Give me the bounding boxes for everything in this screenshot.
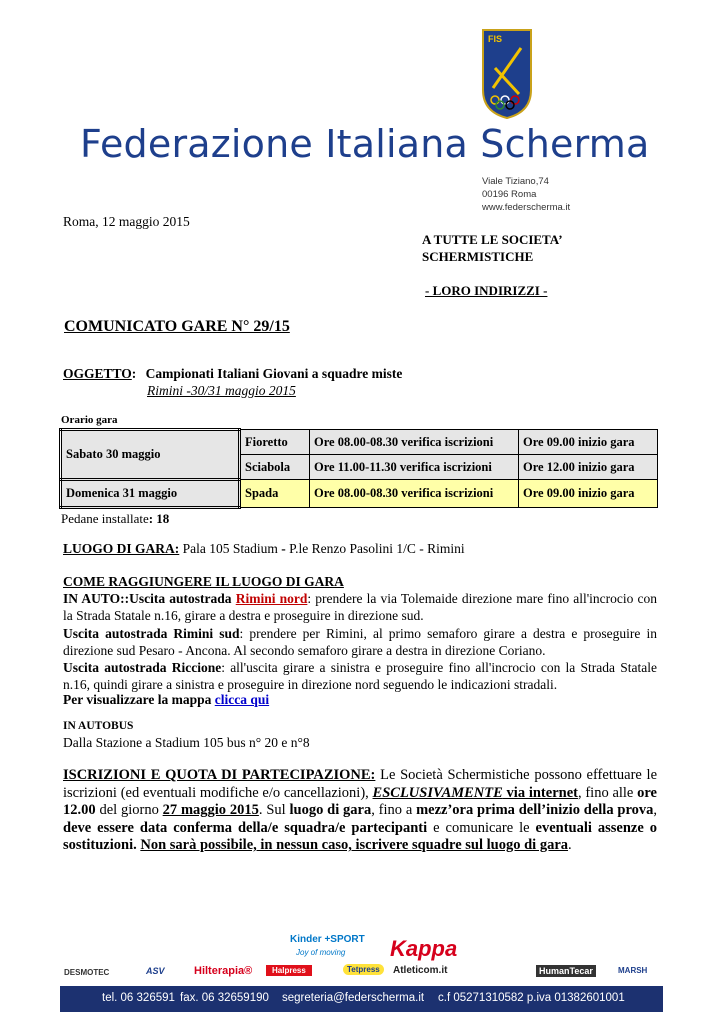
registration-text: , [653, 802, 657, 818]
car-text: : prendere la via Tolemaide direzione mare fino all'incrocio con la Strada Statale n.16, girare a destra e proseguire in direzione sud. [63, 591, 658, 623]
recipient-line-3: - LORO INDIRIZZI - [425, 283, 548, 298]
schedule-weapon: Spada [240, 480, 310, 508]
schedule-start: Ore 09.00 inizio gara [519, 430, 658, 455]
recipient-line-2: SCHERMISTICHE [422, 249, 534, 264]
date-line: Roma, 12 maggio 2015 [63, 214, 190, 229]
venue-dash: - [281, 541, 290, 556]
bus-text: Dalla Stazione a Stadium 105 bus n° 20 e n°8 [63, 735, 310, 750]
car-exit-name: Rimini nord [235, 591, 308, 606]
schedule-check: Ore 08.00-08.30 verifica iscrizioni [310, 430, 519, 455]
pedane-label: Pedane installate [61, 511, 149, 526]
sponsor-tetpress: Tetpress [343, 964, 384, 975]
registration-heading: ISCRIZIONI E QUOTA DI PARTECIPAZIONE: [63, 767, 376, 783]
recipient-line-1: A TUTTE LE SOCIETA’ [422, 232, 563, 247]
schedule-start: Ore 09.00 inizio gara [519, 480, 658, 508]
venue-address: P.le Renzo Pasolini 1/C - Rimini [289, 541, 465, 556]
schedule-caption: Orario gara [61, 414, 118, 426]
schedule-day: Domenica 31 maggio [61, 480, 240, 508]
sponsor-asv: ASV [146, 966, 165, 976]
registration-text: e comunicare le [427, 819, 536, 836]
address-website[interactable]: www.federscherma.it [482, 202, 571, 213]
subject-line [63, 366, 402, 382]
sponsors-strip [60, 928, 660, 990]
sponsor-desmotec: DESMOTEC [64, 968, 110, 977]
registration-text: . Sul [258, 802, 290, 818]
registration-text: del giorno [95, 802, 163, 818]
registration-via-internet: via internet [502, 784, 578, 801]
footer-bar [60, 986, 663, 1012]
registration-confirm: deve essere data conferma della/e squadra/e partecipanti [63, 819, 428, 836]
registration-text: , fino alle [577, 784, 638, 801]
venue-line [63, 541, 465, 557]
registration-time: ore 12.00 [63, 784, 657, 818]
pedane-value: : 18 [148, 511, 170, 526]
organization-name: Federazione Italiana Scherma [80, 122, 650, 166]
registration-deadline: 27 maggio 2015 [162, 802, 259, 818]
map-line [63, 692, 269, 708]
sponsor-kappa: Kappa [390, 936, 458, 961]
schedule-weapon: Fioretto [240, 430, 310, 455]
footer-email[interactable]: segreteria@federscherma.it [282, 992, 425, 1004]
address-street: Viale Tiziano,74 [482, 176, 549, 187]
registration-exclusive: ESCLUSIVAMENTE [372, 784, 503, 801]
riccione-label: Uscita autostrada Riccione [63, 660, 222, 675]
sud-text: : prendere per Rimini, al primo semaforo girare a destra e proseguire in direzione sud Pesaro - Ancona. Al secondo semaforo girare a destra in direzione Coriano. [63, 626, 657, 658]
sponsor-marsh: MARSH [618, 966, 648, 975]
schedule-check: Ore 11.00-11.30 verifica iscrizioni [310, 455, 519, 480]
schedule-check: Ore 08.00-08.30 verifica iscrizioni [310, 480, 519, 508]
riccione-text: : all'uscita girare a sinistra e proseguire fino all'incrocio con la Strada Statale n.16, quindi girare a sinistra e proseguire in direzione nord seguendo le indicazioni stradali. [63, 660, 657, 692]
map-text: Per visualizzare la mappa [63, 692, 215, 707]
subject-dates: Rimini -30/31 maggio 2015 [147, 383, 296, 398]
communique-title: COMUNICATO GARE N° 29/15 [64, 318, 290, 335]
car-exit-label: :Uscita autostrada [124, 591, 236, 606]
map-link[interactable]: clicca qui [214, 692, 270, 707]
directions-riccione [63, 659, 657, 693]
registration-text: , fino a [371, 802, 417, 818]
schedule-start: Ore 12.00 inizio gara [519, 455, 658, 480]
sponsor-halpress: Halpress [266, 965, 312, 976]
address-city: 00196 Roma [482, 189, 537, 200]
footer-tax-ids: c.f 05271310582 p.iva 01382601001 [438, 992, 625, 1004]
subject-label: OGGETTO [63, 366, 132, 381]
schedule-weapon: Sciabola [240, 455, 310, 480]
table-row [61, 480, 658, 508]
venue-label: LUOGO DI GARA: [63, 541, 180, 556]
schedule-table [59, 428, 658, 509]
sponsor-joy: Joy of moving [296, 948, 346, 957]
pedane-line [61, 511, 169, 527]
subject-colon: : [131, 366, 137, 381]
footer-tel: tel. 06 326591 [102, 992, 175, 1004]
registration-text: Le Società Schermistiche possono effettuare le iscrizioni (ed eventuali modifiche e/o cancellazioni), [63, 767, 657, 801]
directions-heading: COME RAGGIUNGERE IL LUOGO DI GARA [63, 574, 344, 589]
sponsor-atleticom: Atleticom.it [393, 965, 448, 976]
directions-sud [63, 625, 657, 659]
venue-name: Pala 105 Stadium [179, 541, 282, 556]
directions-car [63, 590, 657, 624]
sud-label: Uscita autostrada Rimini sud [63, 626, 240, 641]
sponsor-hilterapia: Hilterapia® [194, 965, 253, 977]
registration-luogo: luogo di gara [289, 802, 372, 818]
registration-impossible: Non sarà possibile, in nessun caso, iscrivere squadre sul luogo di gara [140, 837, 569, 853]
sponsor-kinder: Kinder +SPORT [290, 934, 365, 945]
subject-title: Campionati Italiani Giovani a squadre miste [145, 366, 403, 381]
registration-half-hour: mezz’ora prima dell’inizio della prova [416, 802, 654, 818]
table-row [61, 430, 658, 455]
registration-absences: eventuali assenze o sostituzioni. [63, 819, 658, 853]
bus-label: IN AUTOBUS [63, 720, 134, 732]
registration-paragraph [63, 767, 657, 855]
logo-text: FIS [488, 34, 503, 44]
sponsor-humantecar: HumanTecar [536, 965, 596, 977]
fis-logo [481, 28, 533, 120]
schedule-day: Sabato 30 maggio [61, 430, 240, 480]
footer-fax: fax. 06 32659190 [180, 992, 269, 1004]
registration-text: . [568, 837, 572, 853]
car-label: IN AUTO: [63, 591, 125, 606]
